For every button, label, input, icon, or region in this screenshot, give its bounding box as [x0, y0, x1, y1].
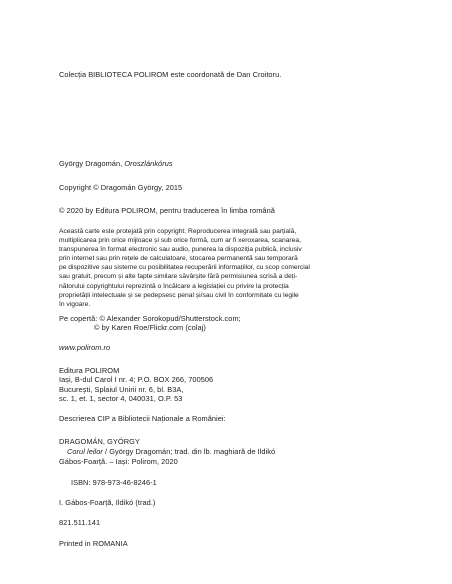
cip-record-text: / György Dragomán; trad. din lb. maghiară de Ildikó [102, 447, 276, 456]
cover-credit-line-2: © by Karen Roe/Flickr.com (colaj) [94, 323, 206, 332]
publisher-address-line: București, Splaiul Unirii nr. 6, bl. B3A, [59, 385, 184, 394]
cip-classification: 821.511.141 [59, 518, 101, 527]
notice-line: transpunerea în format electronic sau audio, punerea la dispoziția publică, inclusiv [59, 246, 302, 254]
printed-in-note: Printed in ROMANIA [59, 539, 128, 548]
cip-isbn: ISBN: 978-973-46-8246-1 [71, 478, 157, 487]
notice-line: Această carte este protejată prin copyright. Reproducerea integrală sau parțială, [59, 228, 297, 235]
notice-line: prin internet sau prin rețele de calculatoare, stocarea permanentă sau temporară [59, 255, 298, 263]
original-title: Oroszlánkórus [124, 159, 173, 168]
notice-line: proprietății intelectuale și se pedepsesc penal și/sau civil în conformitate cu legile [59, 291, 299, 299]
cip-heading: Descrierea CIP a Bibliotecii Naționale a României: [59, 414, 226, 423]
cip-record-line-2: Gábos-Foarță. – Iași: Polirom, 2020 [59, 457, 178, 466]
notice-line: sau gratuit, precum și alte fapte similare săvârșite fără permisiunea scrisă a deți- [59, 273, 298, 281]
publisher-website: www.polirom.ro [59, 343, 111, 352]
notice-line: multiplicarea prin orice mijloace și sub orice formă, cum ar fi xeroxarea, scanarea, [59, 237, 301, 245]
copyright-publisher: © 2020 by Editura POLIROM, pentru traducerea în limba română [59, 206, 275, 215]
notice-line: în vigoare. [59, 300, 91, 308]
copyright-author: Copyright © Dragomán György, 2015 [59, 183, 183, 192]
cover-credit-line-1: Pe copertă: © Alexander Sorokopud/Shutterstock.com; [59, 314, 241, 323]
publisher-address-line: sc. 1, et. 1, sector 4, 040031, O.P. 53 [59, 394, 183, 403]
publisher-address-line: Iași, B-dul Carol I nr. 4; P.O. BOX 266, 700506 [59, 375, 214, 384]
author-name: György Dragomán, [59, 159, 125, 168]
cip-title: Corul leilor [67, 447, 103, 456]
series-coordinator-note: Colecția BIBLIOTECA POLIROM este coordonată de Dan Croitoru. [59, 70, 282, 79]
cip-added-entry: I. Gábos-Foarță, Ildikó (trad.) [59, 498, 156, 507]
copyright-protection-notice [59, 227, 393, 309]
author-original-title [59, 159, 173, 168]
cip-record-line-1 [67, 447, 275, 456]
notice-line: nătorului copyrightului reprezintă o încălcare a legislației cu privire la protecția [59, 282, 289, 290]
notice-line: pe dispozitive sau sisteme cu posibilitatea recuperării informațiilor, cu scop comercial [59, 264, 310, 272]
publisher-name: Editura POLIROM [59, 366, 120, 375]
cip-author-heading: DRAGOMÁN, GYÖRGY [59, 437, 140, 446]
